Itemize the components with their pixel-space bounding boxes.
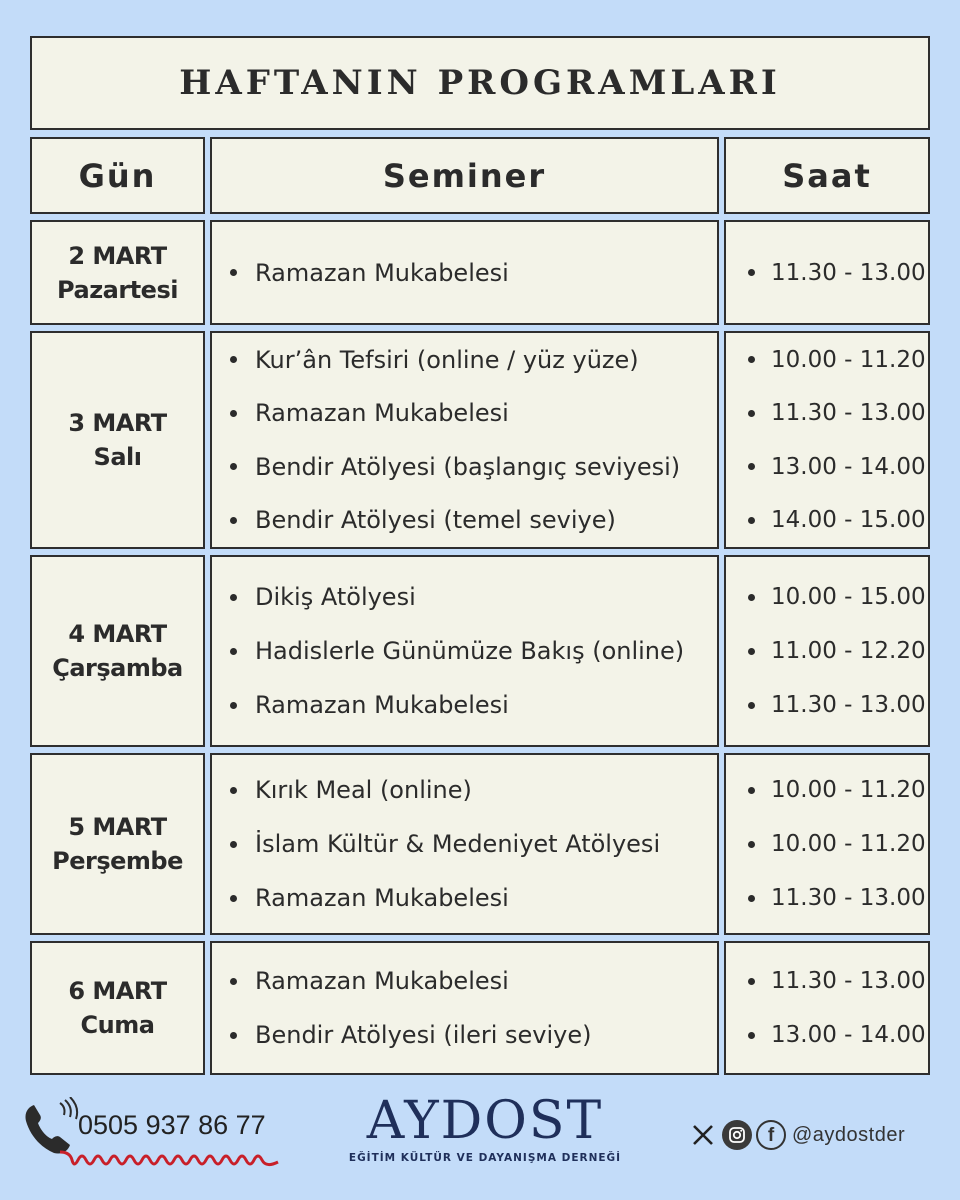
time-range: 11.00 - 12.20 <box>771 638 926 664</box>
time-item <box>748 570 928 624</box>
time-cell <box>724 220 930 325</box>
time-item <box>748 763 928 817</box>
seminar-name: Ramazan Mukabelesi <box>255 691 509 719</box>
bullet-icon <box>748 978 755 985</box>
time-item <box>748 494 928 548</box>
time-range: 10.00 - 11.20 <box>771 831 926 857</box>
time-cell <box>724 753 930 935</box>
bullet-icon <box>748 517 755 524</box>
time-cell <box>724 941 930 1075</box>
time-item <box>748 678 928 732</box>
day-cell <box>30 220 205 325</box>
bullet-icon <box>230 702 237 709</box>
day-date: 6 MART <box>68 977 167 1005</box>
time-item <box>748 1008 928 1062</box>
time-item <box>748 387 928 441</box>
title-banner <box>30 36 930 130</box>
bullet-icon <box>230 978 237 985</box>
day-weekday: Perşembe <box>52 847 183 875</box>
time-range: 13.00 - 14.00 <box>771 1022 926 1048</box>
time-range: 10.00 - 15.00 <box>771 584 926 610</box>
social-links <box>688 1120 905 1150</box>
instagram-icon[interactable] <box>722 1120 752 1150</box>
seminar-cell <box>210 220 719 325</box>
seminar-item <box>230 954 717 1008</box>
seminar-name: Kur’ân Tefsiri (online / yüz yüze) <box>255 345 639 374</box>
time-item <box>748 871 928 925</box>
bullet-icon <box>748 594 755 601</box>
bullet-icon <box>230 269 237 276</box>
seminar-item <box>230 871 717 925</box>
bullet-icon <box>748 648 755 655</box>
seminar-name: Ramazan Mukabelesi <box>255 258 509 287</box>
bullet-icon <box>748 787 755 794</box>
seminar-name: Bendir Atölyesi (başlangıç seviyesi) <box>255 452 681 481</box>
bullet-icon <box>230 463 237 470</box>
x-icon[interactable] <box>688 1120 718 1150</box>
time-range: 10.00 - 11.20 <box>771 346 926 373</box>
seminar-item <box>230 246 717 300</box>
day-date: 3 MART <box>68 409 167 437</box>
bullet-icon <box>230 594 237 601</box>
day-cell <box>30 753 205 935</box>
social-handle[interactable]: @aydostder <box>792 1123 906 1146</box>
seminar-name: Bendir Atölyesi (temel seviye) <box>255 506 616 535</box>
time-range: 11.30 - 13.00 <box>771 692 926 718</box>
header-seminar-label: Seminer <box>382 156 547 195</box>
seminar-name: Dikiş Atölyesi <box>255 583 416 611</box>
day-weekday: Pazartesi <box>57 275 178 304</box>
phone-cord <box>60 1148 280 1178</box>
time-item <box>748 817 928 871</box>
time-item <box>748 246 928 300</box>
bullet-icon <box>748 702 755 709</box>
seminar-name: Kırık Meal (online) <box>255 776 472 804</box>
seminar-name: Bendir Atölyesi (ileri seviye) <box>255 1021 592 1049</box>
seminar-cell <box>210 555 719 747</box>
bullet-icon <box>230 895 237 902</box>
time-item <box>748 333 928 387</box>
time-range: 11.30 - 13.00 <box>771 400 926 427</box>
day-cell <box>30 941 205 1075</box>
seminar-item <box>230 763 717 817</box>
day-cell <box>30 331 205 549</box>
phone-number[interactable]: 0505 937 86 77 <box>78 1110 266 1140</box>
day-weekday: Salı <box>93 443 142 471</box>
seminar-name: Hadislerle Günümüze Bakış (online) <box>255 637 685 665</box>
seminar-cell <box>210 331 719 549</box>
time-cell <box>724 555 930 747</box>
bullet-icon <box>748 410 755 417</box>
seminar-item <box>230 570 717 624</box>
time-cell <box>724 331 930 549</box>
day-cell <box>30 555 205 747</box>
seminar-item <box>230 1008 717 1062</box>
time-item <box>748 440 928 494</box>
header-time-label: Saat <box>782 156 872 195</box>
time-range: 13.00 - 14.00 <box>771 453 926 480</box>
time-range: 11.30 - 13.00 <box>771 968 926 994</box>
time-range: 14.00 - 15.00 <box>771 507 926 534</box>
bullet-icon <box>230 410 237 417</box>
day-weekday: Çarşamba <box>52 654 183 682</box>
seminar-item <box>230 817 717 871</box>
header-day-label: Gün <box>78 156 157 195</box>
seminar-item <box>230 678 717 732</box>
seminar-cell <box>210 941 719 1075</box>
aydost-logo <box>340 1090 630 1190</box>
seminar-cell <box>210 753 719 935</box>
bullet-icon <box>230 517 237 524</box>
seminar-name: Ramazan Mukabelesi <box>255 399 509 428</box>
bullet-icon <box>748 356 755 363</box>
logo-text: AYDOST <box>366 1091 604 1151</box>
day-date: 2 MART <box>68 241 167 270</box>
bullet-icon <box>748 841 755 848</box>
bullet-icon <box>230 648 237 655</box>
bullet-icon <box>230 841 237 848</box>
bullet-icon <box>748 1032 755 1039</box>
bullet-icon <box>230 356 237 363</box>
day-date: 5 MART <box>68 813 167 841</box>
header-seminar <box>210 137 719 214</box>
seminar-name: Ramazan Mukabelesi <box>255 884 509 912</box>
bullet-icon <box>748 269 755 276</box>
seminar-name: İslam Kültür & Medeniyet Atölyesi <box>255 830 661 858</box>
time-range: 10.00 - 11.20 <box>771 777 926 803</box>
day-date: 4 MART <box>68 620 167 648</box>
time-item <box>748 624 928 678</box>
time-range: 11.30 - 13.00 <box>771 259 926 286</box>
seminar-item <box>230 494 717 548</box>
bullet-icon <box>748 895 755 902</box>
page-title: HAFTANIN PROGRAMLARI <box>179 63 781 103</box>
time-range: 11.30 - 13.00 <box>771 885 926 911</box>
header-day <box>30 137 205 214</box>
seminar-item <box>230 624 717 678</box>
bullet-icon <box>230 1032 237 1039</box>
bullet-icon <box>748 463 755 470</box>
seminar-item <box>230 440 717 494</box>
seminar-item <box>230 387 717 441</box>
bullet-icon <box>230 787 237 794</box>
facebook-icon[interactable]: f <box>756 1120 786 1150</box>
logo-subtitle: EĞİTİM KÜLTÜR VE DAYANIŞMA DERNEĞİ <box>348 1152 622 1164</box>
seminar-item <box>230 333 717 387</box>
day-weekday: Cuma <box>80 1011 155 1039</box>
time-item <box>748 954 928 1008</box>
header-time <box>724 137 930 214</box>
seminar-name: Ramazan Mukabelesi <box>255 967 509 995</box>
